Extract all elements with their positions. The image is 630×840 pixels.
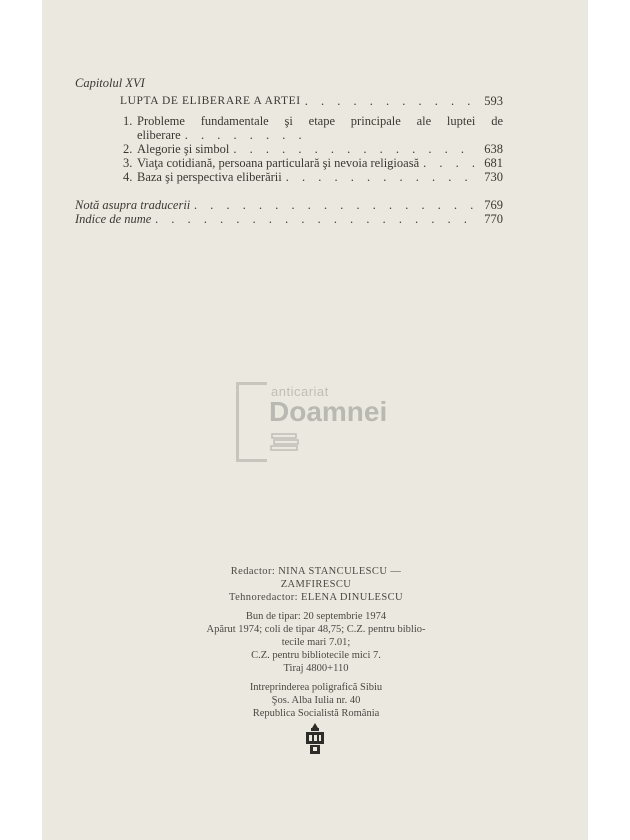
printer-line: Intreprinderea poligrafică Sibiu (249, 681, 383, 693)
watermark-big-text: Doamnei (269, 396, 388, 427)
table-of-contents (75, 76, 503, 226)
small-libraries-line: C.Z. pentru bibliotecile mici 7. (251, 650, 381, 662)
print-run-line: Tiraj 4800+110 (283, 663, 349, 675)
chapter-label: Capitolul XVI (75, 76, 145, 90)
watermark-small-text: anticariat (271, 384, 329, 399)
print-ready-line: Bun de tipar: 20 septembrie 1974 (245, 610, 387, 622)
printer-emblem-icon (302, 722, 328, 756)
toc-item-2: 2. Alegorie şi simbol . . . 638 (123, 142, 503, 156)
colophon (205, 565, 427, 720)
toc-item-3: 3. Viaţa cotidiană, persoana particulară şi nevoia religioasă . . . 681 (123, 156, 503, 170)
toc-item-4: 4. Baza şi perspectiva eliberării . . . 730 (123, 170, 503, 184)
toc-item-page: 681 (484, 156, 503, 170)
appendix-index-row (75, 212, 503, 226)
section-title-row (120, 94, 503, 108)
section-page: 593 (484, 94, 503, 108)
appendix-note-page: 769 (484, 198, 503, 212)
toc-item-page: 730 (484, 170, 503, 184)
toc-item-page: 638 (484, 142, 503, 156)
toc-item-1 (123, 114, 503, 142)
toc-item-text-cont: eliberare (137, 128, 181, 142)
books-icon (270, 432, 300, 452)
published-line-1: Apărut 1974; coli de tipar 48,75; C.Z. pentru biblio- (206, 623, 426, 635)
published-line-2: tecile mari 7.01; (281, 637, 351, 649)
address-line: Şos. Alba Iulia nr. 40 (271, 694, 361, 706)
editor-line: Redactor: NINA STANCULESCU — ZAMFIRESCU (230, 566, 402, 591)
watermark (236, 382, 386, 462)
country-line: Republica Socialistă România (252, 708, 380, 720)
appendix-index: Indice de nume (75, 212, 152, 226)
appendix-index-page: 770 (484, 212, 503, 226)
toc-item-number: 1. (123, 114, 133, 128)
toc-item-text: Probleme fundamentale şi etape principale ale luptei de (137, 114, 503, 128)
appendix-note-row (75, 198, 503, 212)
appendix-note: Notă asupra traducerii (75, 198, 191, 212)
section-title: LUPTA DE ELIBERARE A ARTEI (120, 95, 301, 107)
tech-editor-line: Tehnoredactor: ELENA DINULESCU (229, 592, 403, 604)
watermark-frame (236, 382, 267, 462)
